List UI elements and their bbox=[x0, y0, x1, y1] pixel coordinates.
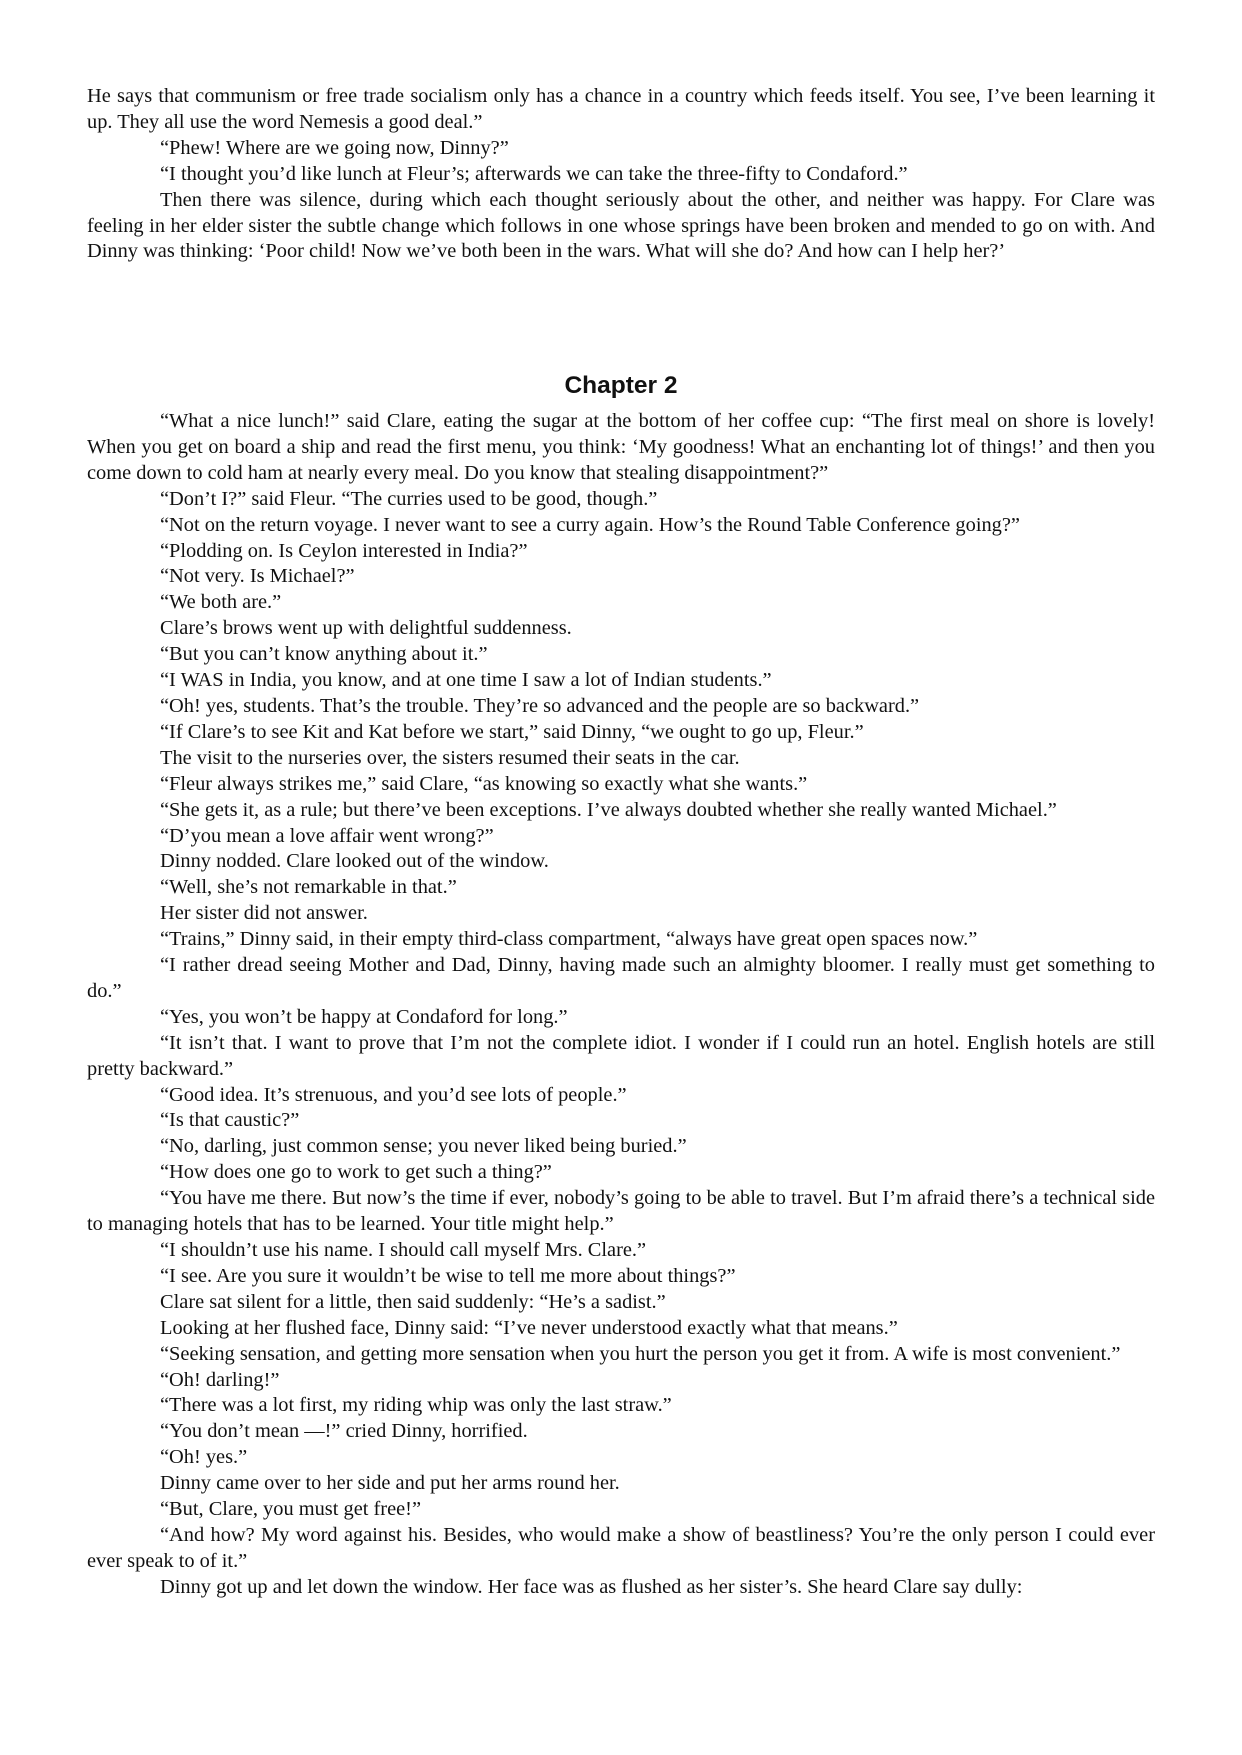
paragraph: “D’you mean a love affair went wrong?” bbox=[160, 824, 494, 847]
paragraph: “There was a lot first, my riding whip was only the last straw.” bbox=[160, 1394, 672, 1417]
paragraph: “You have me there. But now’s the time if ever, nobody’s going to be able to travel. But I’m afraid there’s a technical side to managing hotels that has to be learned. Your title might help.” bbox=[87, 1187, 1155, 1236]
paragraph: “I shouldn’t use his name. I should call myself Mrs. Clare.” bbox=[160, 1239, 647, 1261]
paragraph: “What a nice lunch!” said Clare, eating the sugar at the bottom of her coffee cup: “The first meal on shore is lovely! When you get on board a ship and read the first menu, you think: ‘My goodness! What an enchanting lot of things!’ and then you come down to cold ham at nearly every meal. Do you know that stealing disappointment?” bbox=[87, 410, 1155, 484]
paragraph: “I see. Are you sure it wouldn’t be wise to tell me more about things?” bbox=[160, 1264, 736, 1287]
paragraph: “Oh! yes, students. That’s the trouble. They’re so advanced and the people are so backward.” bbox=[160, 694, 920, 717]
document-page bbox=[87, 84, 1155, 1598]
paragraph: “Not on the return voyage. I never want to see a curry again. How’s the Round Table Conference going?” bbox=[160, 513, 1020, 536]
paragraph: Dinny got up and let down the window. Her face was as flushed as her sister’s. She heard Clare say dully: bbox=[160, 1575, 1023, 1598]
paragraph: “Fleur always strikes me,” said Clare, “as knowing so exactly what she wants.” bbox=[160, 772, 808, 795]
paragraph: He says that communism or free trade socialism only has a chance in a country which feeds itself. You see, I’ve been learning it up. They all use the word Nemesis a good deal.” bbox=[87, 85, 1155, 133]
paragraph: Clare sat silent for a little, then said suddenly: “He’s a sadist.” bbox=[160, 1290, 666, 1313]
paragraph: “No, darling, just common sense; you never liked being buried.” bbox=[160, 1135, 687, 1158]
paragraph: “Oh! darling!” bbox=[160, 1368, 280, 1391]
paragraph: The visit to the nurseries over, the sisters resumed their seats in the car. bbox=[160, 746, 740, 769]
paragraph: Her sister did not answer. bbox=[160, 902, 368, 925]
paragraph: “Plodding on. Is Ceylon interested in India?” bbox=[160, 539, 528, 562]
paragraph: “Trains,” Dinny said, in their empty third-class compartment, “always have great open spaces now.” bbox=[160, 928, 978, 951]
paragraph: “I WAS in India, you know, and at one time I saw a lot of Indian students.” bbox=[160, 669, 772, 692]
paragraph: “Not very. Is Michael?” bbox=[160, 565, 355, 588]
paragraph: “Good idea. It’s strenuous, and you’d see lots of people.” bbox=[160, 1083, 627, 1106]
paragraph: “But, Clare, you must get free!” bbox=[160, 1498, 422, 1521]
paragraph: “Well, she’s not remarkable in that.” bbox=[160, 876, 457, 899]
paragraph: Dinny nodded. Clare looked out of the window. bbox=[160, 850, 549, 873]
paragraph: Then there was silence, during which each thought seriously about the other, and neither was happy. For Clare was feeling in her elder sister the subtle change which follows in one whose springs have been broken and mended to go on with. And Dinny was thinking: ‘Poor child! Now we’ve both been in the wars. What will she do? And how can I help her?’ bbox=[87, 188, 1155, 263]
paragraph: “It isn’t that. I want to prove that I’m not the complete idiot. I wonder if I could run an hotel. English hotels are still pretty backward.” bbox=[87, 1031, 1155, 1080]
paragraph: “She gets it, as a rule; but there’ve been exceptions. I’ve always doubted whether she really wanted Michael.” bbox=[160, 798, 1057, 821]
paragraph: “But you can’t know anything about it.” bbox=[160, 643, 488, 666]
paragraph: “Seeking sensation, and getting more sensation when you hurt the person you get it from. A wife is most convenient.” bbox=[160, 1342, 1121, 1365]
paragraph: “Is that caustic?” bbox=[160, 1109, 300, 1132]
paragraph: “Yes, you won’t be happy at Condaford for long.” bbox=[160, 1005, 568, 1028]
paragraph: Clare’s brows went up with delightful suddenness. bbox=[160, 617, 572, 640]
paragraph: “You don’t mean —!” cried Dinny, horrified. bbox=[160, 1420, 528, 1443]
paragraph: “Don’t I?” said Fleur. “The curries used to be good, though.” bbox=[160, 487, 658, 510]
paragraph: “How does one go to work to get such a thing?” bbox=[160, 1161, 552, 1184]
paragraph: “We both are.” bbox=[160, 591, 282, 614]
paragraph: “I rather dread seeing Mother and Dad, Dinny, having made such an almighty bloomer. I really must get something to do.” bbox=[87, 954, 1155, 1002]
paragraph: Dinny came over to her side and put her arms round her. bbox=[160, 1472, 620, 1495]
paragraph: “Oh! yes.” bbox=[160, 1446, 248, 1469]
paragraph: “And how? My word against his. Besides, who would make a show of beastliness? You’re the only person I could ever ever speak to of it.” bbox=[87, 1523, 1155, 1572]
previous-chapter-ending bbox=[87, 84, 1155, 265]
paragraph: “Phew! Where are we going now, Dinny?” bbox=[160, 136, 509, 159]
chapter-title: Chapter 2 bbox=[564, 372, 678, 399]
chapter-body bbox=[87, 409, 1155, 1601]
paragraph: “If Clare’s to see Kit and Kat before we start,” said Dinny, “we ought to go up, Fleur.” bbox=[160, 720, 864, 743]
paragraph: Looking at her flushed face, Dinny said: “I’ve never understood exactly what that means.” bbox=[160, 1316, 898, 1339]
paragraph: “I thought you’d like lunch at Fleur’s; afterwards we can take the three-fifty to Condaford.” bbox=[160, 162, 908, 185]
